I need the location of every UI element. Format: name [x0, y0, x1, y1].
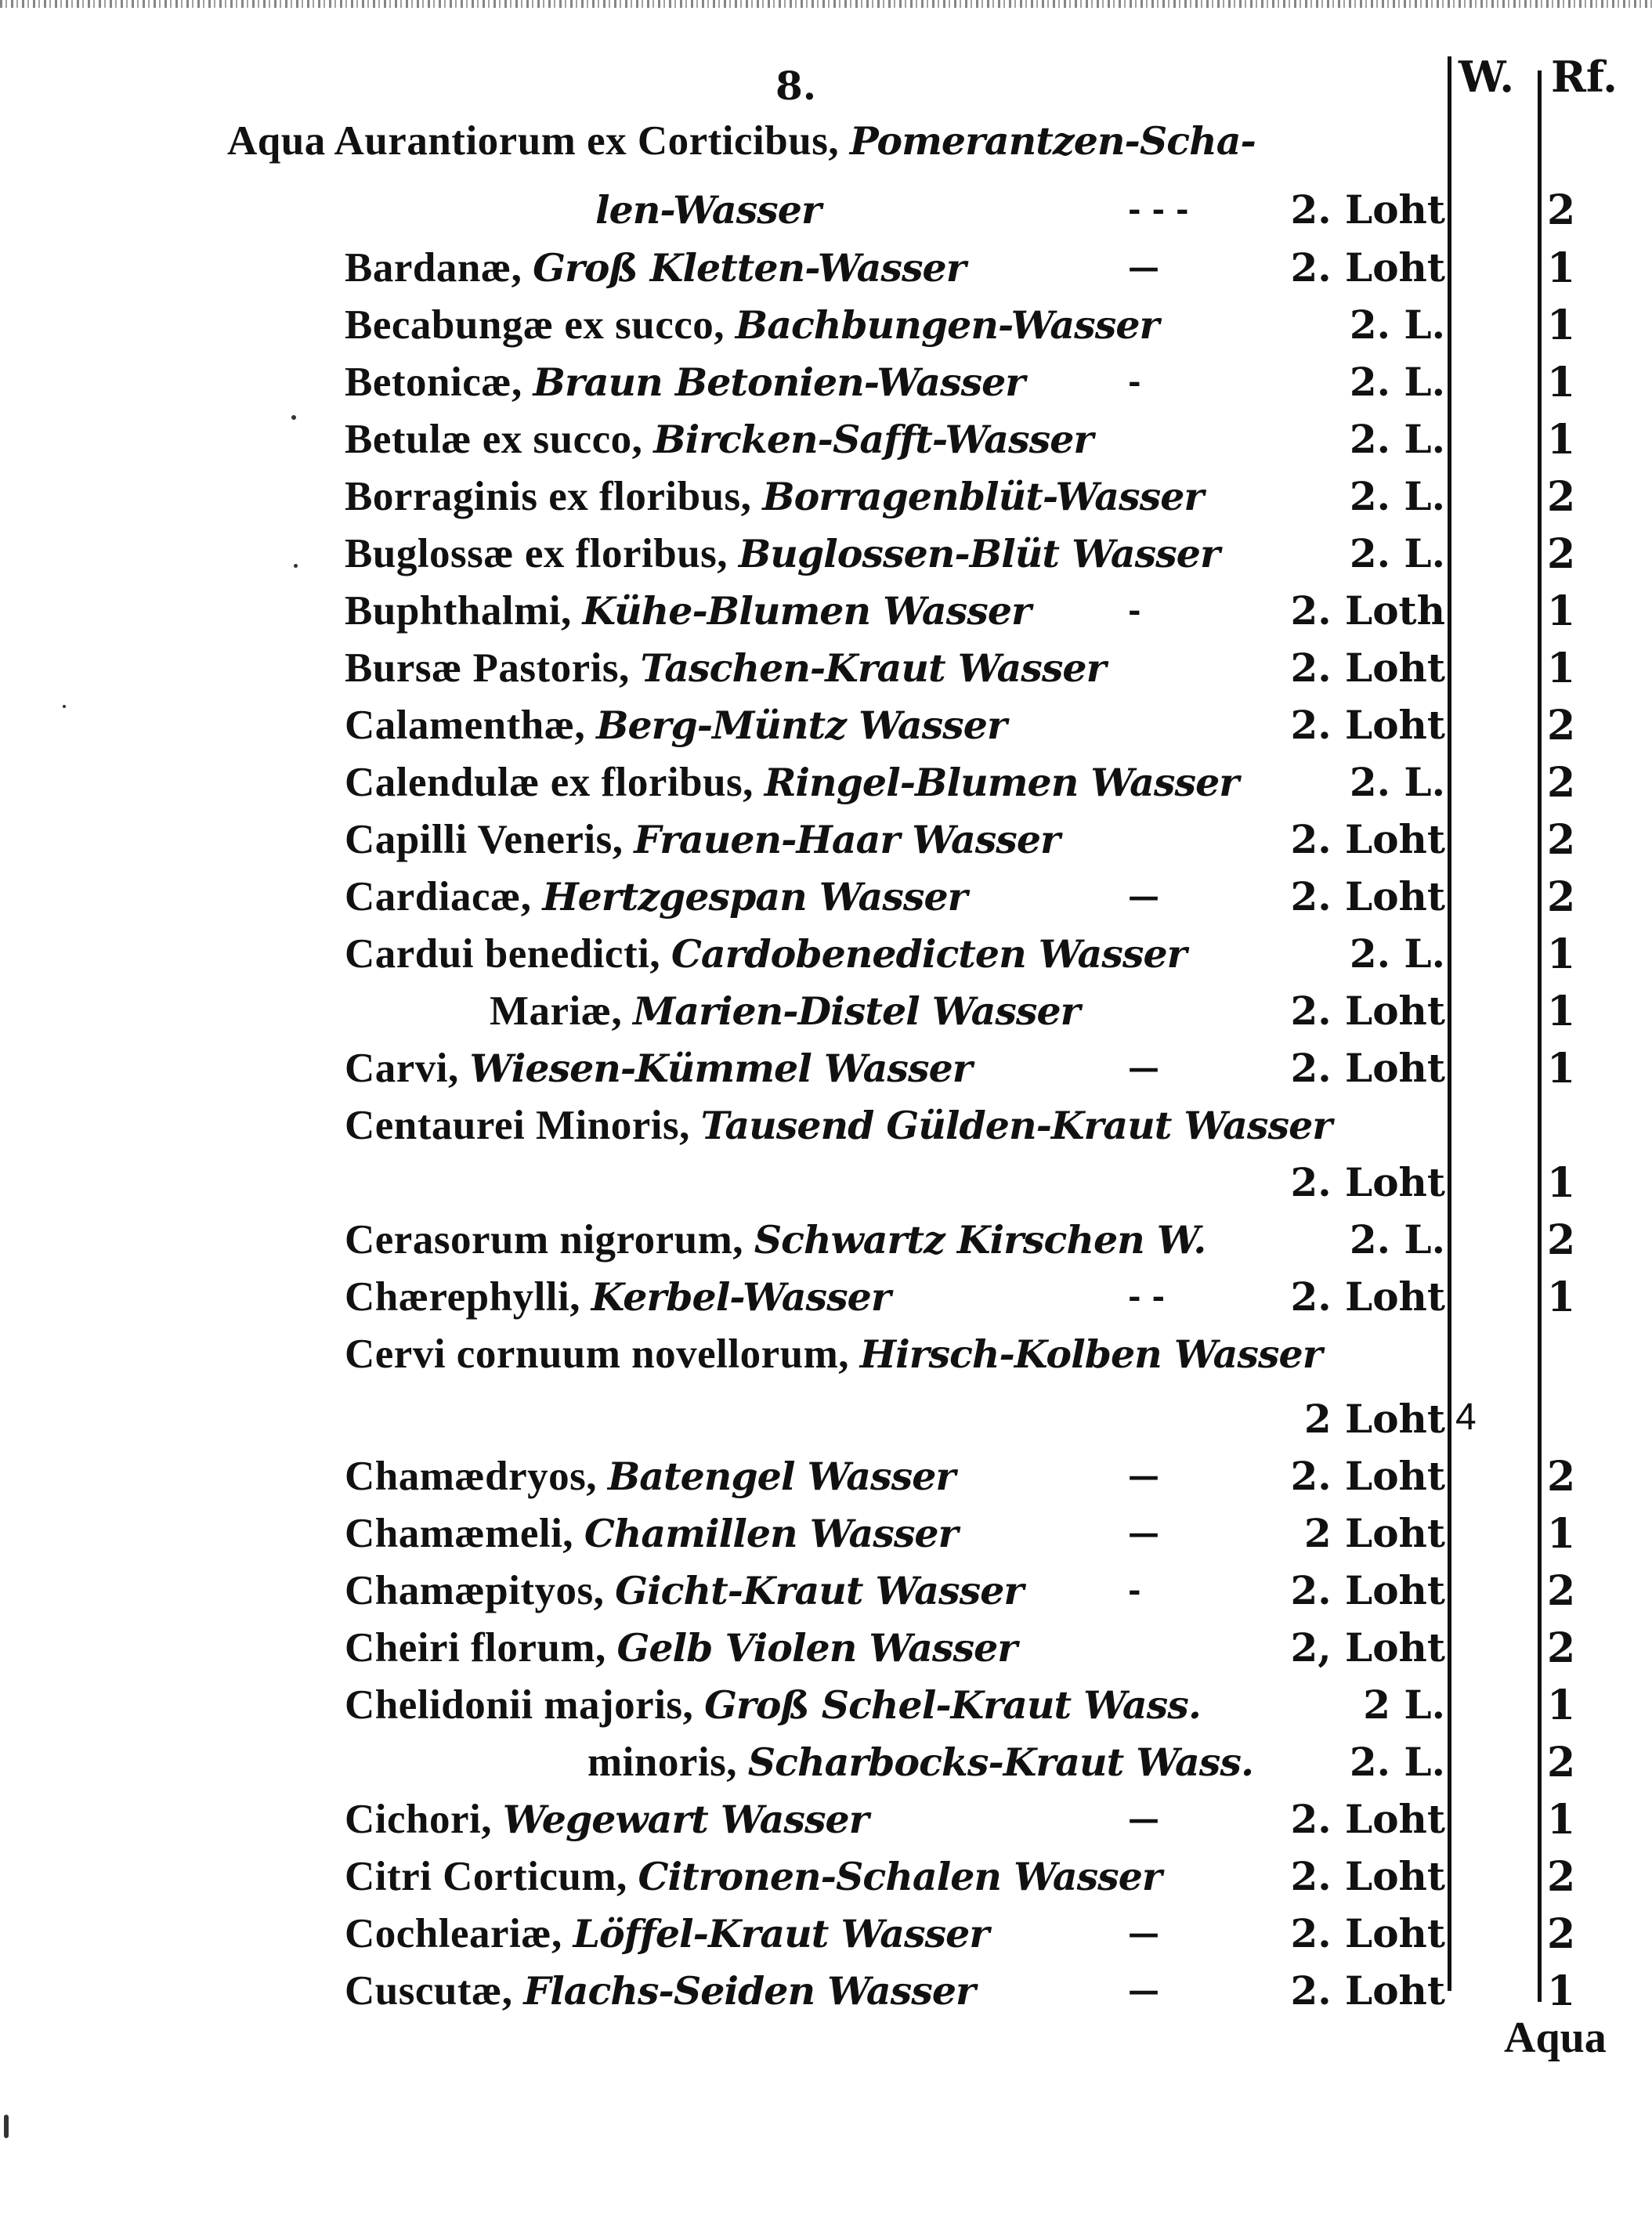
leader-dash: —	[1128, 1458, 1159, 1494]
latin-name: Betonicæ,	[345, 359, 522, 405]
table-row	[0, 587, 1652, 642]
rf-value: 2	[1547, 530, 1576, 578]
entry-name	[227, 117, 1256, 164]
german-name: Chamillen Wasser	[584, 1511, 958, 1556]
table-row	[0, 530, 1652, 585]
latin-name: Calamenthæ,	[345, 703, 586, 748]
quantity: 2. L.	[1349, 1739, 1445, 1785]
latin-name: Chamædryos,	[345, 1454, 598, 1499]
latin-name: Capilli Veneris,	[345, 817, 624, 862]
leader-dash: - -	[1128, 1278, 1166, 1315]
quantity: 2. Loht	[1290, 645, 1445, 691]
german-name: Wegewart Wasser	[502, 1797, 869, 1842]
german-name: Berg-Müntz Wasser	[596, 703, 1007, 748]
rf-value: 1	[1547, 587, 1576, 635]
german-name: Cardobenedicten Wasser	[671, 931, 1187, 977]
entry-name	[345, 473, 1203, 520]
quantity: 2. Loht	[1290, 873, 1445, 919]
entry-name	[345, 1510, 957, 1557]
column-header-w: W.	[1459, 52, 1515, 102]
rf-value: 2	[1547, 759, 1576, 807]
german-name: Tausend Gülden-Kraut Wasser	[700, 1103, 1332, 1148]
entry-name	[345, 1796, 869, 1843]
leader-dash: —	[1128, 1515, 1159, 1552]
page-edge-noise	[0, 0, 1652, 8]
table-row	[0, 1396, 1652, 1450]
quantity: 2. Loth	[1290, 587, 1445, 634]
quantity: 2. L.	[1349, 930, 1445, 977]
rf-value: 2	[1547, 1739, 1576, 1786]
quantity: 2. Loht	[1290, 702, 1445, 748]
table-row	[0, 759, 1652, 814]
quantity: 2. Loht	[1290, 1045, 1445, 1091]
rf-value: 1	[1547, 1682, 1576, 1729]
leader-dash: —	[1128, 249, 1159, 286]
german-name: Ringel-Blumen Wasser	[764, 760, 1239, 805]
print-speck	[63, 705, 66, 708]
german-name: Batengel Wasser	[607, 1454, 956, 1499]
entry-name	[345, 645, 1105, 692]
leader-dash: —	[1128, 1049, 1159, 1086]
latin-name: Cuscutæ,	[345, 1968, 513, 2014]
german-name: Wiesen-Kümmel Wasser	[469, 1046, 972, 1091]
rf-value: 1	[1547, 1159, 1576, 1207]
table-row	[0, 117, 1652, 172]
quantity: 2. Loht	[1290, 1967, 1445, 2014]
w-value: 4	[1455, 1396, 1477, 1438]
table-row	[0, 1159, 1652, 1214]
print-speck	[4, 2115, 9, 2138]
quantity: 2. Loht	[1290, 186, 1445, 233]
quantity: 2. Loht	[1290, 1796, 1445, 1842]
entry-name	[345, 702, 1007, 749]
entry-name	[345, 359, 1025, 406]
latin-name: Chelidonii majoris,	[345, 1682, 694, 1728]
table-row	[0, 1682, 1652, 1736]
leader-dash: —	[1128, 1972, 1159, 2009]
entry-name	[345, 530, 1220, 577]
table-row	[0, 359, 1652, 414]
entry-name	[345, 1567, 1023, 1614]
quantity: 2. L.	[1349, 473, 1445, 519]
entry-name	[345, 302, 1159, 349]
rf-value: 2	[1547, 473, 1576, 521]
print-speck	[294, 564, 298, 568]
rf-value: 2	[1547, 702, 1576, 750]
latin-name: Cardiacæ,	[345, 874, 532, 919]
table-row	[0, 186, 1652, 241]
rf-value: 2	[1547, 1453, 1576, 1501]
quantity: 2. L.	[1349, 1216, 1445, 1263]
rf-value: 2	[1547, 1567, 1576, 1615]
latin-name: Buphthalmi,	[345, 588, 572, 634]
rf-value: 1	[1547, 1967, 1576, 2015]
quantity: 2. Loht	[1290, 1910, 1445, 1956]
latin-name: Cerasorum nigrorum,	[345, 1217, 744, 1263]
latin-name: Calendulæ ex floribus,	[345, 760, 754, 805]
table-row	[0, 645, 1652, 699]
entry-name	[345, 1967, 975, 2014]
table-row	[0, 244, 1652, 299]
leader-dash: -	[1128, 592, 1141, 629]
entry-name	[345, 1102, 1332, 1149]
leader-dash: -	[1128, 363, 1141, 400]
rf-value: 1	[1547, 1045, 1576, 1093]
german-name: len-Wasser	[595, 187, 821, 233]
quantity: 2. L.	[1349, 302, 1445, 348]
quantity: 2 L.	[1363, 1682, 1445, 1728]
table-row	[0, 1273, 1652, 1328]
leader-dash: —	[1128, 878, 1159, 915]
entry-name	[490, 988, 1079, 1035]
entry-name	[345, 1682, 1201, 1729]
leader-dash: —	[1128, 1801, 1159, 1837]
german-name: Löffel-Kraut Wasser	[573, 1911, 989, 1956]
rf-value: 1	[1547, 930, 1576, 978]
german-name: Gicht-Kraut Wasser	[615, 1568, 1024, 1613]
quantity: 2. L.	[1349, 416, 1445, 462]
german-name: Flachs-Seiden Wasser	[523, 1968, 975, 2014]
entry-name	[587, 1739, 1253, 1786]
table-row	[0, 988, 1652, 1042]
table-row	[0, 702, 1652, 757]
quantity: 2. L.	[1349, 530, 1445, 576]
rf-value: 2	[1547, 1910, 1576, 1958]
quantity: 2, Loht	[1290, 1624, 1445, 1671]
german-name: Groß Schel-Kraut Wass.	[704, 1682, 1201, 1728]
latin-name: Buglossæ ex floribus,	[345, 531, 728, 576]
quantity: 2. Loht	[1290, 244, 1445, 291]
rf-value: 1	[1547, 1273, 1576, 1321]
table-row	[0, 1102, 1652, 1157]
entry-name	[345, 1453, 955, 1500]
latin-name: Chamæmeli,	[345, 1511, 574, 1556]
german-name: Pomerantzen-Scha-	[849, 118, 1256, 164]
entry-name	[345, 1331, 1322, 1378]
german-name: Borragenblüt-Wasser	[762, 474, 1204, 519]
quantity: 2. Loht	[1290, 1159, 1445, 1205]
latin-name: Citri Corticum,	[345, 1854, 627, 1899]
entry-name	[345, 1273, 891, 1320]
table-row	[0, 1624, 1652, 1679]
table-row	[0, 1510, 1652, 1565]
entry-name	[345, 816, 1060, 863]
latin-name: Carvi,	[345, 1046, 459, 1091]
page-number: 8.	[775, 63, 817, 109]
rf-value: 2	[1547, 1216, 1576, 1264]
entry-name	[345, 244, 966, 291]
german-name: Citronen-Schalen Wasser	[638, 1854, 1162, 1899]
table-row	[0, 1739, 1652, 1794]
latin-name: Bursæ Pastoris,	[345, 645, 630, 691]
latin-name: minoris,	[587, 1739, 737, 1785]
quantity: 2. Loht	[1290, 1853, 1445, 1899]
latin-name: Cichori,	[345, 1797, 492, 1842]
table-row	[0, 1045, 1652, 1100]
quantity: 2. Loht	[1290, 988, 1445, 1034]
entry-name	[595, 186, 821, 233]
quantity: 2 Loht	[1303, 1396, 1445, 1442]
table-row	[0, 1796, 1652, 1851]
table-row	[0, 1853, 1652, 1908]
catchword: Aqua	[1504, 2014, 1607, 2062]
latin-name: Cervi cornuum novellorum,	[345, 1331, 850, 1377]
entry-name	[345, 416, 1093, 463]
latin-name: Chamæpityos,	[345, 1568, 605, 1613]
german-name: Schwartz Kirschen W.	[754, 1217, 1206, 1263]
table-row	[0, 416, 1652, 471]
table-row	[0, 873, 1652, 928]
entry-name	[345, 1045, 972, 1092]
latin-name: Cheiri florum,	[345, 1625, 606, 1671]
german-name: Scharbocks-Kraut Wass.	[747, 1739, 1254, 1785]
latin-name: Becabungæ ex succo,	[345, 302, 725, 348]
quantity: 2. Loht	[1290, 1273, 1445, 1320]
rf-value: 1	[1547, 1796, 1576, 1844]
entry-name	[345, 1216, 1206, 1263]
table-row	[0, 473, 1652, 528]
entry-name	[345, 1910, 989, 1957]
german-name: Hertzgespan Wasser	[542, 874, 967, 919]
entry-name	[345, 873, 967, 920]
table-row	[0, 1331, 1652, 1385]
table-row	[0, 1967, 1652, 2022]
leader-dash: - - -	[1128, 191, 1189, 228]
entry-name	[345, 587, 1031, 634]
german-name: Taschen-Kraut Wasser	[640, 645, 1106, 691]
latin-name: Mariæ,	[490, 988, 623, 1034]
latin-name: Cochleariæ,	[345, 1911, 562, 1956]
leader-dash: —	[1128, 1915, 1159, 1952]
rf-value: 1	[1547, 1510, 1576, 1558]
german-name: Braun Betonien-Wasser	[533, 359, 1025, 405]
rf-value: 1	[1547, 244, 1576, 292]
quantity: 2. Loht	[1290, 1567, 1445, 1613]
rf-value: 2	[1547, 1853, 1576, 1901]
german-name: Kühe-Blumen Wasser	[582, 588, 1031, 634]
german-name: Buglossen-Blüt Wasser	[738, 531, 1220, 576]
german-name: Gelb Violen Wasser	[616, 1625, 1018, 1671]
table-row	[0, 1216, 1652, 1271]
table-row	[0, 1453, 1652, 1508]
latin-name: Bardanæ,	[345, 245, 522, 291]
rf-value: 1	[1547, 416, 1576, 464]
entry-name	[345, 1624, 1017, 1671]
entry-name	[345, 759, 1238, 806]
latin-name: Chærephylli,	[345, 1274, 580, 1320]
latin-name: Centaurei Minoris,	[345, 1103, 690, 1148]
table-row	[0, 1910, 1652, 1965]
rf-value: 2	[1547, 816, 1576, 864]
latin-name: Betulæ ex succo,	[345, 417, 643, 462]
rf-value: 2	[1547, 873, 1576, 921]
rf-value: 1	[1547, 302, 1576, 349]
entry-name	[345, 930, 1186, 977]
german-name: Marien-Distel Wasser	[633, 988, 1080, 1034]
german-name: Hirsch-Kolben Wasser	[859, 1331, 1322, 1377]
table-row	[0, 302, 1652, 356]
quantity: 2. L.	[1349, 359, 1445, 405]
german-name: Bircken-Safft-Wasser	[653, 417, 1094, 462]
column-header-rf: Rf.	[1551, 52, 1618, 102]
latin-name: Cardui benedicti,	[345, 931, 661, 977]
quantity: 2. Loht	[1290, 1453, 1445, 1499]
rf-value: 1	[1547, 359, 1576, 406]
leader-dash: -	[1128, 1572, 1141, 1609]
rf-value: 1	[1547, 645, 1576, 692]
quantity: 2. L.	[1349, 759, 1445, 805]
latin-name: Borraginis ex floribus,	[345, 474, 752, 519]
german-name: Frauen-Haar Wasser	[634, 817, 1060, 862]
rf-value: 2	[1547, 186, 1576, 234]
rf-value: 2	[1547, 1624, 1576, 1672]
german-name: Kerbel-Wasser	[591, 1274, 891, 1320]
latin-name: Aqua Aurantiorum ex Corticibus,	[227, 118, 840, 164]
entry-name	[345, 1853, 1162, 1900]
quantity: 2. Loht	[1290, 816, 1445, 862]
table-row	[0, 930, 1652, 985]
rf-value: 1	[1547, 988, 1576, 1035]
print-speck	[291, 415, 296, 420]
german-name: Bachbungen-Wasser	[735, 302, 1159, 348]
table-row	[0, 1567, 1652, 1622]
table-row	[0, 816, 1652, 871]
german-name: Groß Kletten-Wasser	[533, 245, 966, 291]
quantity: 2 Loht	[1303, 1510, 1445, 1556]
